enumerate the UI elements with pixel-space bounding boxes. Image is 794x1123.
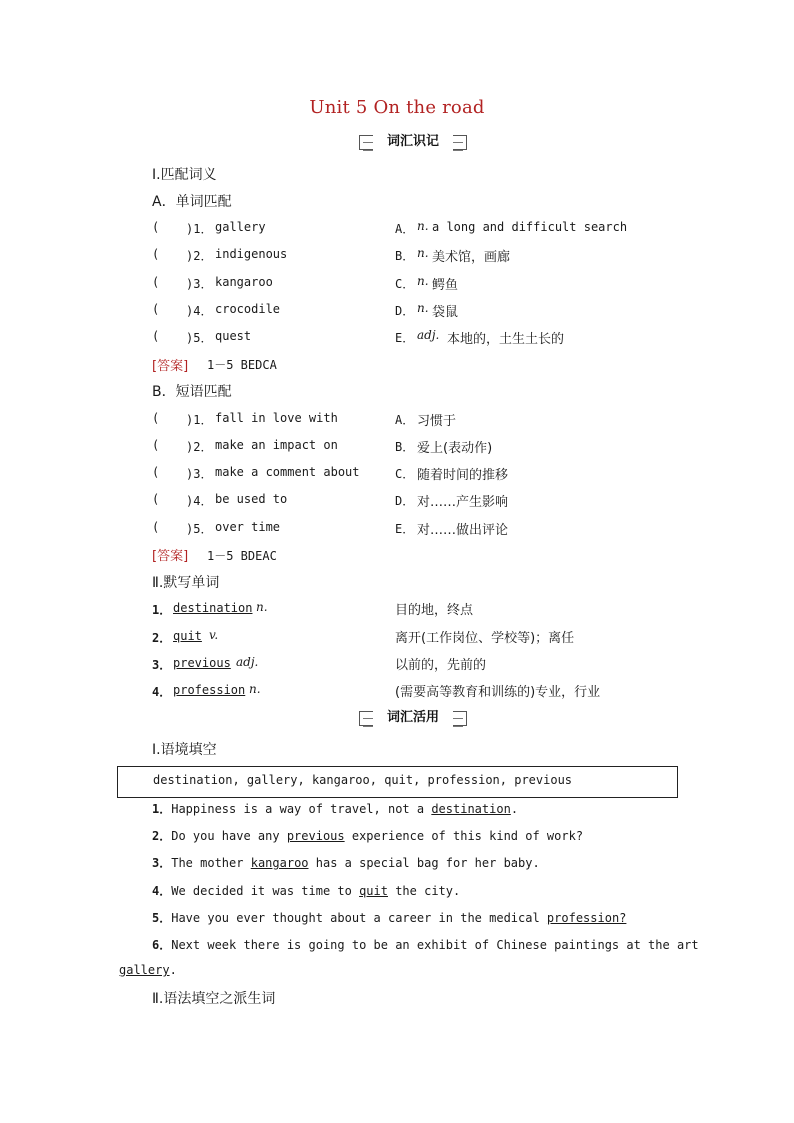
blank-paren: (	[152, 520, 160, 534]
sentence-text: .	[510, 802, 519, 816]
answer-label: [答案]	[152, 359, 189, 374]
option-letter: C．	[395, 467, 415, 481]
word-meaning: 以前的，先前的	[395, 658, 487, 673]
banner-label: 词汇识记	[373, 132, 453, 152]
item-number: )3．	[186, 277, 213, 291]
sectionB-heading: B．短语匹配	[152, 384, 232, 400]
sentence-number: 1．	[152, 802, 172, 816]
answer-key: 1－5 BDEAC	[207, 549, 277, 563]
item-number: )4．	[186, 494, 213, 508]
item-number: )1．	[186, 413, 213, 427]
answer-key: 1－5 BEDCA	[207, 358, 277, 372]
blank-paren: (	[152, 438, 160, 452]
option-letter: C．	[395, 277, 415, 291]
option-definition: 美术馆，画廊	[432, 250, 511, 265]
item-number: )2．	[186, 249, 213, 263]
sentence-text: Next week there is going to be an exhibit of Chinese paintings at the art	[171, 938, 699, 952]
option-pos: n.	[417, 219, 429, 233]
item-term: kangaroo	[215, 275, 273, 289]
sentence-number: 3．	[152, 856, 172, 870]
page-title: Unit 5 On the road	[309, 97, 485, 118]
word-pos: adj.	[236, 655, 259, 669]
option-definition: 爱上(表动作)	[417, 441, 493, 456]
option-letter: D．	[395, 304, 415, 318]
sentence-number: 4．	[152, 884, 172, 898]
word-meaning: 离开(工作岗位、学校等)；离任	[395, 631, 575, 646]
sentence-answer: previous	[286, 829, 345, 843]
option-pos: n.	[417, 301, 429, 315]
sentence-text: We decided it was time to	[171, 884, 360, 898]
sentence	[152, 882, 460, 899]
answer-word: destination	[173, 601, 253, 615]
option-pos: n.	[417, 246, 429, 260]
sectionA-heading: A．单词匹配	[152, 194, 232, 210]
word-pos: v.	[209, 628, 219, 642]
option-definition: 随着时间的推移	[417, 468, 509, 483]
part3-heading: Ⅰ.语境填空	[152, 742, 217, 758]
item-term: over time	[215, 520, 281, 534]
part2-heading: Ⅱ.默写单词	[152, 575, 220, 591]
sentence-answer: destination	[431, 802, 511, 816]
sentence-text: experience of this kind of work?	[344, 829, 584, 843]
word-pos: n.	[249, 682, 261, 696]
option-letter: B．	[395, 440, 415, 454]
blank-paren: (	[152, 247, 160, 261]
item-term: crocodile	[215, 302, 281, 316]
sentence-text: The mother	[171, 856, 251, 870]
item-term: make an impact on	[215, 438, 338, 452]
word-meaning: (需要高等教育和训练的)专业，行业	[395, 685, 601, 700]
option-definition: 对……做出评论	[417, 523, 509, 538]
option-pos: n.	[417, 274, 429, 288]
blank-paren: (	[152, 492, 160, 506]
option-definition: 习惯于	[417, 414, 457, 429]
sentence	[152, 827, 583, 844]
blank-paren: (	[152, 329, 160, 343]
sentence-answer: gallery	[119, 963, 170, 977]
item-term: gallery	[215, 220, 266, 234]
item-term: be used to	[215, 492, 288, 506]
word-bank-box	[117, 766, 678, 798]
sentence-text: the city.	[387, 884, 461, 898]
word-pos: n.	[256, 600, 268, 614]
blank-paren: (	[152, 302, 160, 316]
item-term: fall in love with	[215, 411, 338, 425]
option-definition: 鳄鱼	[432, 278, 459, 293]
sentence-text: Do you have any	[171, 829, 287, 843]
item-number: )4．	[186, 304, 213, 318]
sentence-number: 5．	[152, 911, 172, 925]
part4-heading: Ⅱ.语法填空之派生词	[152, 991, 276, 1007]
option-definition: 对……产生影响	[417, 495, 509, 510]
option-letter: E．	[395, 331, 415, 345]
sentence-text: has a special bag for her baby.	[308, 856, 540, 870]
sentence-continuation	[119, 963, 177, 977]
blank-paren: (	[152, 275, 160, 289]
option-definition: a long and difficult search	[432, 220, 628, 234]
word-meaning: 目的地，终点	[395, 603, 474, 618]
section-banner-vocab-memory	[359, 132, 467, 154]
answer-word: quit	[173, 629, 202, 643]
sentence-answer: profession?	[546, 911, 627, 925]
option-letter: D．	[395, 494, 415, 508]
section-banner-vocab-use	[359, 708, 467, 730]
banner-label: 词汇活用	[373, 708, 453, 728]
item-number: 4．	[152, 685, 172, 699]
answer-word: previous	[173, 656, 231, 670]
sentence-number: 6．	[152, 938, 172, 952]
option-letter: A．	[395, 222, 415, 236]
sentence	[152, 854, 540, 871]
item-number: )1．	[186, 222, 213, 236]
sentence-number: 2．	[152, 829, 172, 843]
part1-heading: Ⅰ.匹配词义	[152, 167, 217, 183]
sentence-text: Have you ever thought about a career in the medical	[171, 911, 547, 925]
word-bank: destination, gallery, kangaroo, quit, profession, previous	[153, 773, 573, 787]
item-term: make a comment about	[215, 465, 360, 479]
option-letter: E．	[395, 522, 415, 536]
item-number: 1．	[152, 603, 172, 617]
sentence-text: .	[169, 963, 177, 977]
option-definition: 本地的，土生土长的	[447, 332, 565, 347]
answer-label: [答案]	[152, 549, 189, 564]
item-number: )5．	[186, 331, 213, 345]
item-term: indigenous	[215, 247, 288, 261]
option-letter: B．	[395, 249, 415, 263]
blank-paren: (	[152, 220, 160, 234]
answer-word: profession	[173, 683, 246, 697]
sentence-answer: kangaroo	[250, 856, 309, 870]
sentence	[152, 936, 699, 953]
option-definition: 袋鼠	[432, 305, 459, 320]
item-number: )5．	[186, 522, 213, 536]
sentence	[152, 909, 626, 926]
item-number: )3．	[186, 467, 213, 481]
sentence-answer: quit	[359, 884, 388, 898]
sentence	[152, 800, 518, 817]
blank-paren: (	[152, 411, 160, 425]
item-number: )2．	[186, 440, 213, 454]
option-letter: A．	[395, 413, 415, 427]
blank-paren: (	[152, 465, 160, 479]
item-number: 3．	[152, 658, 172, 672]
option-pos: adj.	[417, 328, 440, 342]
sentence-text: Happiness is a way of travel, not a	[171, 802, 432, 816]
item-term: quest	[215, 329, 252, 343]
item-number: 2．	[152, 631, 172, 645]
